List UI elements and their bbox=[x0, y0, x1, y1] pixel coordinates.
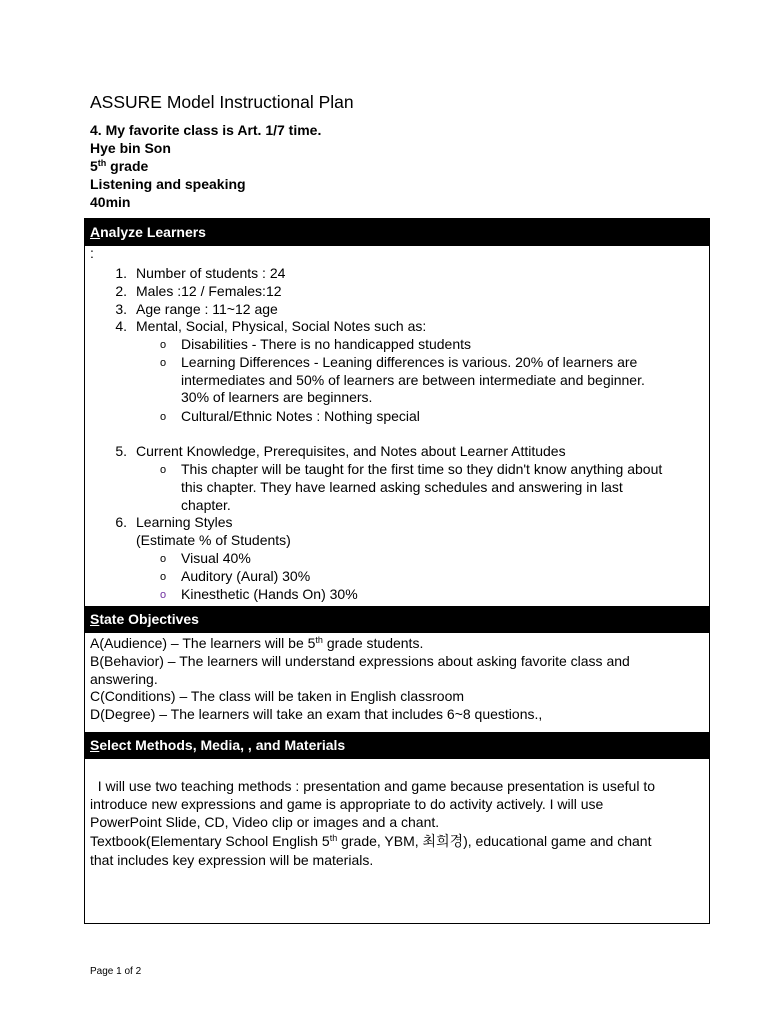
list-item-continued: (Estimate % of Students) bbox=[136, 532, 291, 548]
methods-initial: S bbox=[90, 737, 100, 753]
list-subitem-continued: this chapter. They have learned asking schedules and answering in last bbox=[181, 479, 623, 495]
bullet-icon: o bbox=[160, 357, 167, 369]
bullet-icon: o bbox=[160, 589, 167, 601]
list-item: Males :12 / Females:12 bbox=[136, 283, 282, 299]
textbook-sup: th bbox=[329, 833, 338, 843]
grade-suffix: grade bbox=[106, 158, 149, 174]
methods-paragraph-line: PowerPoint Slide, CD, Video clip or images and a chant. bbox=[90, 814, 440, 830]
grade-number: 5 bbox=[90, 158, 98, 174]
divider bbox=[84, 758, 710, 759]
bullet-icon: o bbox=[160, 464, 167, 476]
list-subitem: Disabilities - There is no handicapped students bbox=[181, 336, 472, 352]
list-item: Number of students : 24 bbox=[136, 265, 286, 281]
learning-style-auditory: Auditory (Aural) 30% bbox=[181, 568, 311, 584]
divider bbox=[84, 632, 710, 633]
list-subitem: This chapter will be taught for the first time so they didn't know anything about bbox=[181, 461, 663, 477]
list-number: 4. bbox=[115, 318, 127, 334]
learning-style-visual: Visual 40% bbox=[181, 550, 251, 566]
methods-paragraph-line: I will use two teaching methods : presentation and game because presentation is useful to bbox=[90, 778, 656, 794]
objective-audience-text: A(Audience) – The learners will be 5 bbox=[90, 635, 316, 651]
learning-style-kinesthetic: Kinesthetic (Hands On) 30% bbox=[181, 586, 358, 602]
lesson-title: 4. My favorite class is Art. 1/7 time. bbox=[90, 122, 322, 138]
list-subitem-continued: intermediates and 50% of learners are between intermediate and beginner. bbox=[181, 372, 645, 388]
grade-superscript: th bbox=[97, 158, 107, 168]
divider bbox=[84, 245, 710, 246]
analyze-colon: : bbox=[90, 245, 94, 261]
analyze-heading-text: nalyze Learners bbox=[100, 224, 206, 240]
textbook-text-end: grade, YBM, 최희경), educational game and chant bbox=[337, 833, 652, 849]
list-subitem-continued: chapter. bbox=[181, 497, 231, 513]
list-number: 6. bbox=[115, 514, 127, 530]
skill-focus: Listening and speaking bbox=[90, 176, 246, 192]
analyze-initial: A bbox=[90, 224, 101, 240]
objectives-initial: S bbox=[90, 611, 100, 627]
objective-audience-end: grade students. bbox=[322, 635, 424, 651]
textbook-text: Textbook(Elementary School English 5 bbox=[90, 833, 330, 849]
list-number: 2. bbox=[115, 283, 127, 299]
plan-metadata bbox=[90, 121, 321, 211]
lesson-duration: 40min bbox=[90, 194, 131, 210]
methods-heading-text: elect Methods, Media, , and Materials bbox=[99, 737, 346, 753]
bullet-icon: o bbox=[160, 571, 167, 583]
objectives-heading-text: tate Objectives bbox=[99, 611, 199, 627]
list-number: 3. bbox=[115, 301, 127, 317]
list-subitem-continued: 30% of learners are beginners. bbox=[181, 389, 373, 405]
bullet-icon: o bbox=[160, 553, 167, 565]
list-subitem: Learning Differences - Leaning differences is various. 20% of learners are bbox=[181, 354, 638, 370]
textbook-line bbox=[90, 833, 651, 851]
objective-behavior: B(Behavior) – The learners will understand expressions about asking favorite class and bbox=[90, 653, 630, 669]
author-name: Hye bin Son bbox=[90, 140, 171, 156]
objective-audience-sup: th bbox=[315, 635, 323, 645]
analyze-learners-header bbox=[84, 219, 710, 245]
objective-behavior-continued: answering. bbox=[90, 671, 158, 687]
methods-paragraph-line: that includes key expression will be materials. bbox=[90, 852, 374, 868]
objective-audience bbox=[90, 635, 423, 653]
list-item: Learning Styles bbox=[136, 514, 233, 530]
list-item: Mental, Social, Physical, Social Notes such as: bbox=[136, 318, 427, 334]
bullet-icon: o bbox=[160, 339, 167, 351]
objective-degree: D(Degree) – The learners will take an exam that includes 6~8 questions., bbox=[90, 706, 543, 722]
list-number: 5. bbox=[115, 443, 127, 459]
page-number: Page 1 of 2 bbox=[90, 966, 142, 977]
list-subitem: Cultural/Ethnic Notes : Nothing special bbox=[181, 408, 420, 424]
select-methods-header bbox=[84, 732, 710, 758]
objective-conditions: C(Conditions) – The class will be taken in English classroom bbox=[90, 688, 465, 704]
document-title: ASSURE Model Instructional Plan bbox=[90, 92, 354, 112]
state-objectives-header bbox=[84, 606, 710, 632]
methods-paragraph-line: introduce new expressions and game is appropriate to do activity actively. I will use bbox=[90, 796, 604, 812]
grade-level bbox=[90, 157, 321, 175]
list-item: Current Knowledge, Prerequisites, and Notes about Learner Attitudes bbox=[136, 443, 566, 459]
list-number: 1. bbox=[115, 265, 127, 281]
bullet-icon: o bbox=[160, 411, 167, 423]
list-item: Age range : 11~12 age bbox=[136, 301, 278, 317]
